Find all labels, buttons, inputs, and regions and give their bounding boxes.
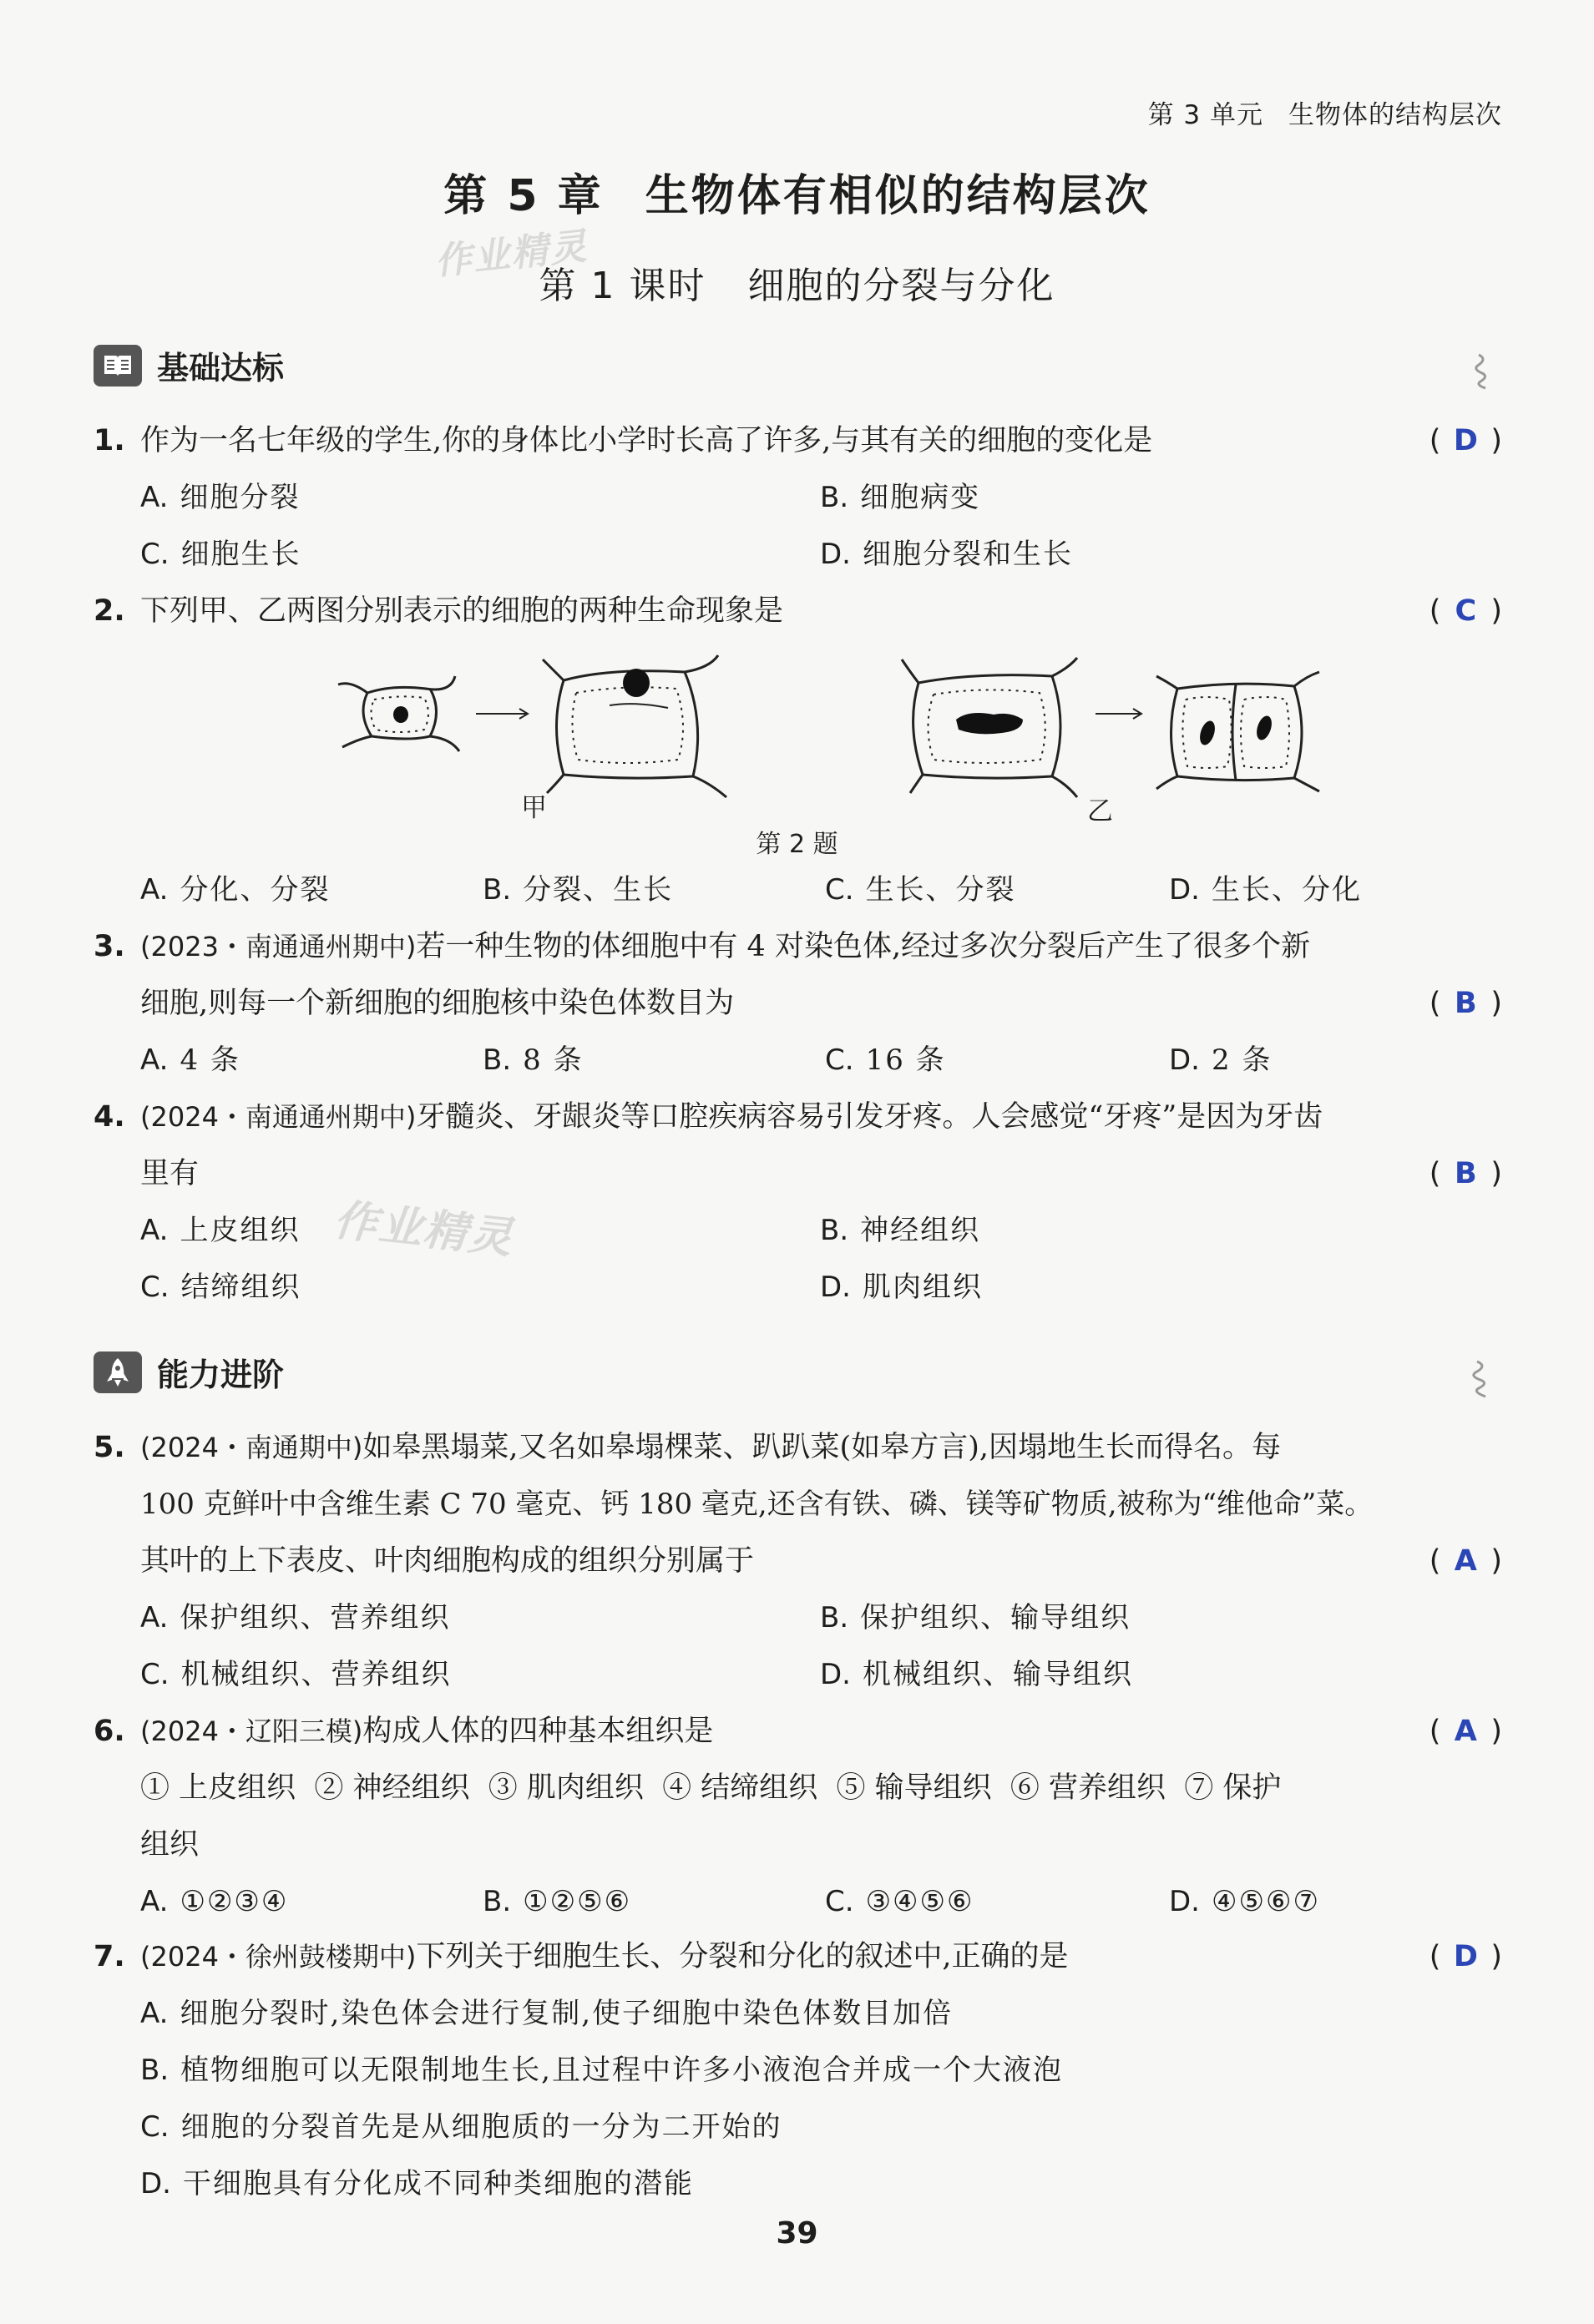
question-text-cont: 里有 xyxy=(140,1157,200,1190)
option-c: C. 细胞的分裂首先是从细胞质的一分为二开始的 xyxy=(140,2110,782,2144)
option-a: A. ①②③④ xyxy=(140,1885,289,1918)
lesson-name: 细胞的分裂与分化 xyxy=(747,265,1055,307)
answer-letter: B xyxy=(1455,987,1477,1020)
running-header xyxy=(1148,93,1502,131)
answer-bracket: ( D ) xyxy=(1430,1928,1502,1985)
option-d: D. 干细胞具有分化成不同种类细胞的潜能 xyxy=(140,2167,694,2200)
question-text: 下列关于细胞生长、分裂和分化的叙述中,正确的是 xyxy=(416,1940,1069,1973)
question-number: 3. xyxy=(94,930,125,963)
question-number: 7. xyxy=(94,1940,125,1973)
question-text-cont: 组织 xyxy=(140,1828,200,1862)
option-d: D. 生长、分化 xyxy=(1169,873,1362,907)
question-4 xyxy=(94,1089,1502,1316)
section-title: 基础达标 xyxy=(157,350,285,386)
unit-title: 生物体的结构层次 xyxy=(1288,100,1502,130)
question-source: (2024・辽阳三模) xyxy=(140,1715,363,1747)
answer-bracket: ( C ) xyxy=(1430,583,1502,639)
figure-label-right: 乙 xyxy=(1087,796,1113,826)
question-text: 牙髓炎、牙龈炎等口腔疾病容易引发牙疼。人会感觉“牙疼”是因为牙齿 xyxy=(416,1100,1323,1134)
question-1 xyxy=(94,412,1502,583)
watermark-2: 作业精灵 xyxy=(331,1195,516,1265)
question-7 xyxy=(94,1928,1502,2212)
option-a: A. 细胞分裂时,染色体会进行复制,使子细胞中染色体数目加倍 xyxy=(140,1997,954,2030)
option-b: B. 植物细胞可以无限制地生长,且过程中许多小液泡合并成一个大液泡 xyxy=(140,2054,1063,2087)
option-a: A. 4 条 xyxy=(140,1043,240,1077)
answer-letter: D xyxy=(1453,1940,1478,1973)
question-6 xyxy=(94,1703,1502,1930)
unit-label: 第 3 单元 xyxy=(1147,100,1263,130)
option-d: D. 肌肉组织 xyxy=(820,1271,983,1304)
question-text-cont: 细胞,则每一个新细胞的细胞核中染色体数目为 xyxy=(140,987,735,1020)
option-b: B. 分裂、生长 xyxy=(483,873,674,907)
figure-caption: 第 2 题 xyxy=(756,830,838,859)
question-number: 4. xyxy=(94,1100,125,1134)
rocket-icon xyxy=(94,1351,142,1393)
option-b: B. 8 条 xyxy=(483,1043,584,1077)
question-number: 5. xyxy=(94,1431,125,1464)
question-text-cont: 其叶的上下表皮、叶肉细胞构成的组织分别属于 xyxy=(140,1544,755,1578)
question-text: 若一种生物的体细胞中有 4 对染色体,经过多次分裂后产生了很多个新 xyxy=(416,930,1311,963)
question-2 xyxy=(94,583,1502,639)
question-number: 1. xyxy=(94,424,125,457)
question-number: 2. xyxy=(94,594,125,628)
answer-bracket: ( A ) xyxy=(1430,1703,1502,1760)
answer-bracket: ( B ) xyxy=(1430,975,1502,1032)
option-b: B. ①②⑤⑥ xyxy=(483,1885,632,1918)
option-c: C. 生长、分裂 xyxy=(825,873,1016,907)
option-d: D. 机械组织、输导组织 xyxy=(820,1658,1133,1691)
question-source: (2024・徐州鼓楼期中) xyxy=(140,1941,417,1973)
lesson-number: 第 1 课时 xyxy=(539,265,706,307)
option-a: A. 细胞分裂 xyxy=(140,481,301,514)
option-d: D. 2 条 xyxy=(1169,1043,1273,1077)
option-c: C. 细胞生长 xyxy=(140,538,301,571)
question-text: 构成人体的四种基本组织是 xyxy=(362,1715,714,1748)
answer-letter: A xyxy=(1454,1544,1477,1578)
answer-bracket: ( B ) xyxy=(1430,1145,1502,1202)
question-source: (2023・南通通州期中) xyxy=(140,931,417,962)
answer-letter: D xyxy=(1453,424,1478,457)
option-c: C. 结缔组织 xyxy=(140,1271,301,1304)
answer-bracket: ( A ) xyxy=(1430,1533,1502,1589)
watermark: 作业精灵 xyxy=(433,225,590,284)
figure-label-left: 甲 xyxy=(521,793,547,823)
option-c: C. 机械组织、营养组织 xyxy=(140,1658,452,1691)
option-b: B. 神经组织 xyxy=(820,1214,981,1247)
question-number: 6. xyxy=(94,1715,125,1748)
section-basic xyxy=(94,342,284,388)
option-a: A. 保护组织、营养组织 xyxy=(140,1601,451,1634)
option-a: A. 分化、分裂 xyxy=(140,873,331,907)
option-b: B. 细胞病变 xyxy=(820,481,981,514)
answer-bracket: ( D ) xyxy=(1430,412,1502,469)
question-text: 如皋黑塌菜,又名如皋塌棵菜、趴趴菜(如皋方言),因塌地生长而得名。每 xyxy=(362,1431,1281,1464)
corner-doodle-icon xyxy=(1459,1357,1495,1401)
answer-letter: A xyxy=(1454,1715,1477,1748)
book-icon xyxy=(94,345,142,386)
chapter-title xyxy=(0,160,1594,223)
lesson-title xyxy=(0,255,1594,309)
cell-diagram xyxy=(334,643,1328,851)
question-5 xyxy=(94,1419,1502,1703)
option-a: A. 上皮组织 xyxy=(140,1214,301,1247)
question-text: 作为一名七年级的学生,你的身体比小学时长高了许多,与其有关的细胞的变化是 xyxy=(140,424,1153,457)
chapter-name: 生物体有相似的结构层次 xyxy=(645,171,1151,221)
option-c: C. 16 条 xyxy=(825,1043,946,1077)
section-title: 能力进阶 xyxy=(157,1357,285,1393)
section-advanced xyxy=(94,1349,284,1395)
option-b: B. 保护组织、输导组织 xyxy=(820,1601,1131,1634)
option-d: D. 细胞分裂和生长 xyxy=(820,538,1073,571)
question-source: (2024・南通期中) xyxy=(140,1432,363,1463)
answer-letter: B xyxy=(1455,1157,1477,1190)
question-text-cont: ① 上皮组织 ② 神经组织 ③ 肌肉组织 ④ 结缔组织 ⑤ 输导组织 ⑥ 营养组织 ⑦ 保护 xyxy=(140,1771,1282,1805)
chapter-number: 第 5 章 xyxy=(443,171,604,221)
question-source: (2024・南通通州期中) xyxy=(140,1101,417,1133)
option-d: D. ④⑤⑥⑦ xyxy=(1169,1885,1320,1918)
question-3 xyxy=(94,918,1502,1089)
page-number: 39 xyxy=(776,2216,818,2251)
option-c: C. ③④⑤⑥ xyxy=(825,1885,974,1918)
question-text: 下列甲、乙两图分别表示的细胞的两种生命现象是 xyxy=(140,594,784,628)
answer-letter: C xyxy=(1455,594,1477,628)
question-text-cont: 100 克鲜叶中含维生素 C 70 毫克、钙 180 毫克,还含有铁、磷、镁等矿物质,被称为“维他命”菜。 xyxy=(140,1488,1374,1521)
question-2-options xyxy=(94,861,1502,918)
corner-doodle-icon xyxy=(1462,351,1495,392)
